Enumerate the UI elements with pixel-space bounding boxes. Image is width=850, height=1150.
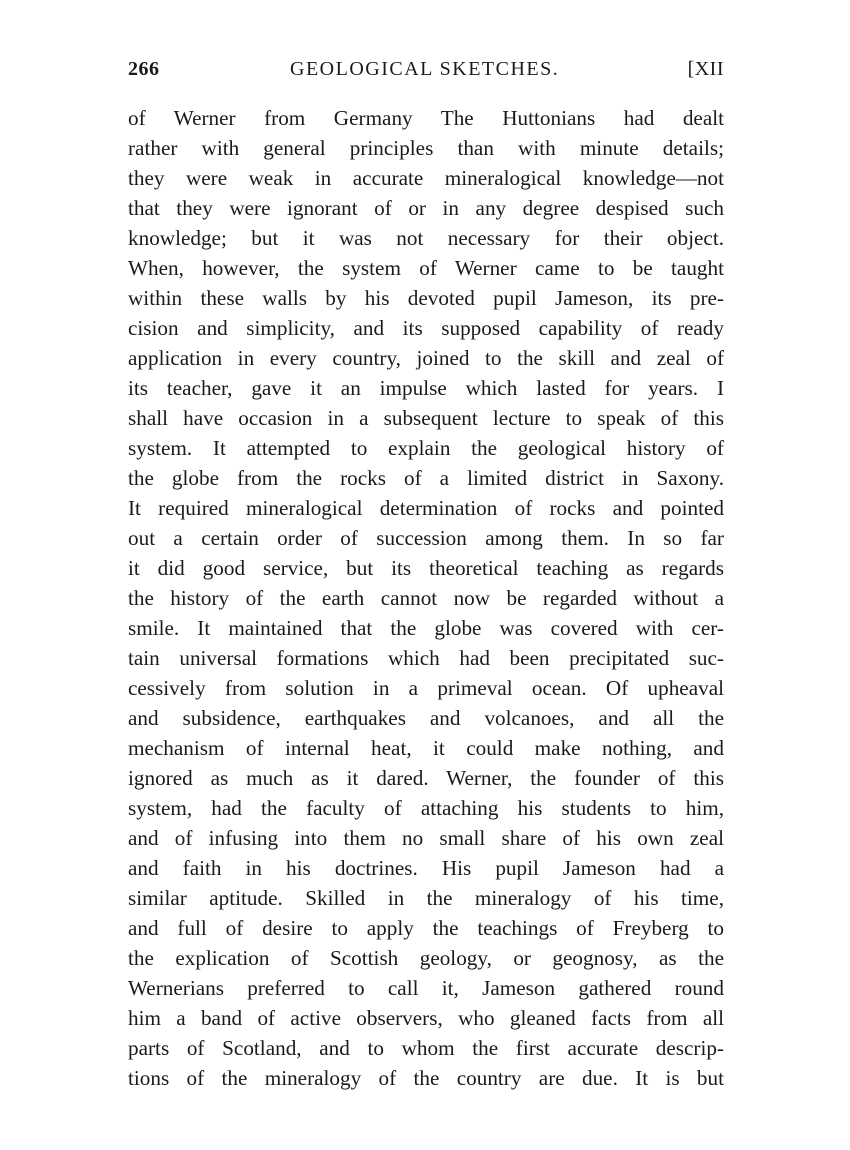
text-line: the history of the earth cannot now be regarded without a bbox=[128, 586, 724, 610]
text-line: that they were ignorant of or in any degree despised such bbox=[128, 196, 724, 220]
text-line: they were weak in accurate mineralogical knowledge—not bbox=[128, 166, 724, 190]
text-line: similar aptitude. Skilled in the mineralogy of his time, bbox=[128, 886, 724, 910]
text-line: smile. It maintained that the globe was covered with cer- bbox=[128, 616, 724, 640]
text-line: cessively from solution in a primeval ocean. Of upheaval bbox=[128, 676, 724, 700]
text-line: the globe from the rocks of a limited district in Saxony. bbox=[128, 466, 724, 490]
text-line: tain universal formations which had been precipitated suc- bbox=[128, 646, 724, 670]
text-line: tions of the mineralogy of the country are due. It is but bbox=[128, 1066, 724, 1090]
running-head bbox=[128, 58, 724, 88]
text-line: shall have occasion in a subsequent lecture to speak of this bbox=[128, 406, 724, 430]
running-title: GEOLOGICAL SKETCHES. bbox=[290, 58, 560, 80]
text-line: parts of Scotland, and to whom the first accurate descrip- bbox=[128, 1036, 724, 1060]
text-line: the explication of Scottish geology, or geognosy, as the bbox=[128, 946, 724, 970]
text-line: its teacher, gave it an impulse which lasted for years. I bbox=[128, 376, 724, 400]
text-line: application in every country, joined to the skill and zeal of bbox=[128, 346, 724, 370]
text-line: mechanism of internal heat, it could make nothing, and bbox=[128, 736, 724, 760]
text-line: and subsidence, earthquakes and volcanoes, and all the bbox=[128, 706, 724, 730]
text-line: ignored as much as it dared. Werner, the founder of this bbox=[128, 766, 724, 790]
text-line: it did good service, but its theoretical teaching as regards bbox=[128, 556, 724, 580]
text-line: rather with general principles than with minute details; bbox=[128, 136, 724, 160]
page-number: 266 bbox=[128, 58, 160, 80]
chapter-mark: [XII bbox=[687, 58, 724, 80]
text-line: It required mineralogical determination of rocks and pointed bbox=[128, 496, 724, 520]
text-line: knowledge; but it was not necessary for their object. bbox=[128, 226, 724, 250]
text-line: out a certain order of succession among them. In so far bbox=[128, 526, 724, 550]
text-line: of Werner from Germany The Huttonians had dealt bbox=[128, 106, 724, 130]
text-line: When, however, the system of Werner came to be taught bbox=[128, 256, 724, 280]
text-line: system, had the faculty of attaching his students to him, bbox=[128, 796, 724, 820]
body-text bbox=[128, 103, 724, 1093]
text-line: system. It attempted to explain the geological history of bbox=[128, 436, 724, 460]
text-line: and full of desire to apply the teachings of Freyberg to bbox=[128, 916, 724, 940]
text-line: and faith in his doctrines. His pupil Jameson had a bbox=[128, 856, 724, 880]
text-line: within these walls by his devoted pupil Jameson, its pre- bbox=[128, 286, 724, 310]
text-line: Wernerians preferred to call it, Jameson gathered round bbox=[128, 976, 724, 1000]
text-line: and of infusing into them no small share of his own zeal bbox=[128, 826, 724, 850]
text-line: cision and simplicity, and its supposed capability of ready bbox=[128, 316, 724, 340]
text-line: him a band of active observers, who gleaned facts from all bbox=[128, 1006, 724, 1030]
